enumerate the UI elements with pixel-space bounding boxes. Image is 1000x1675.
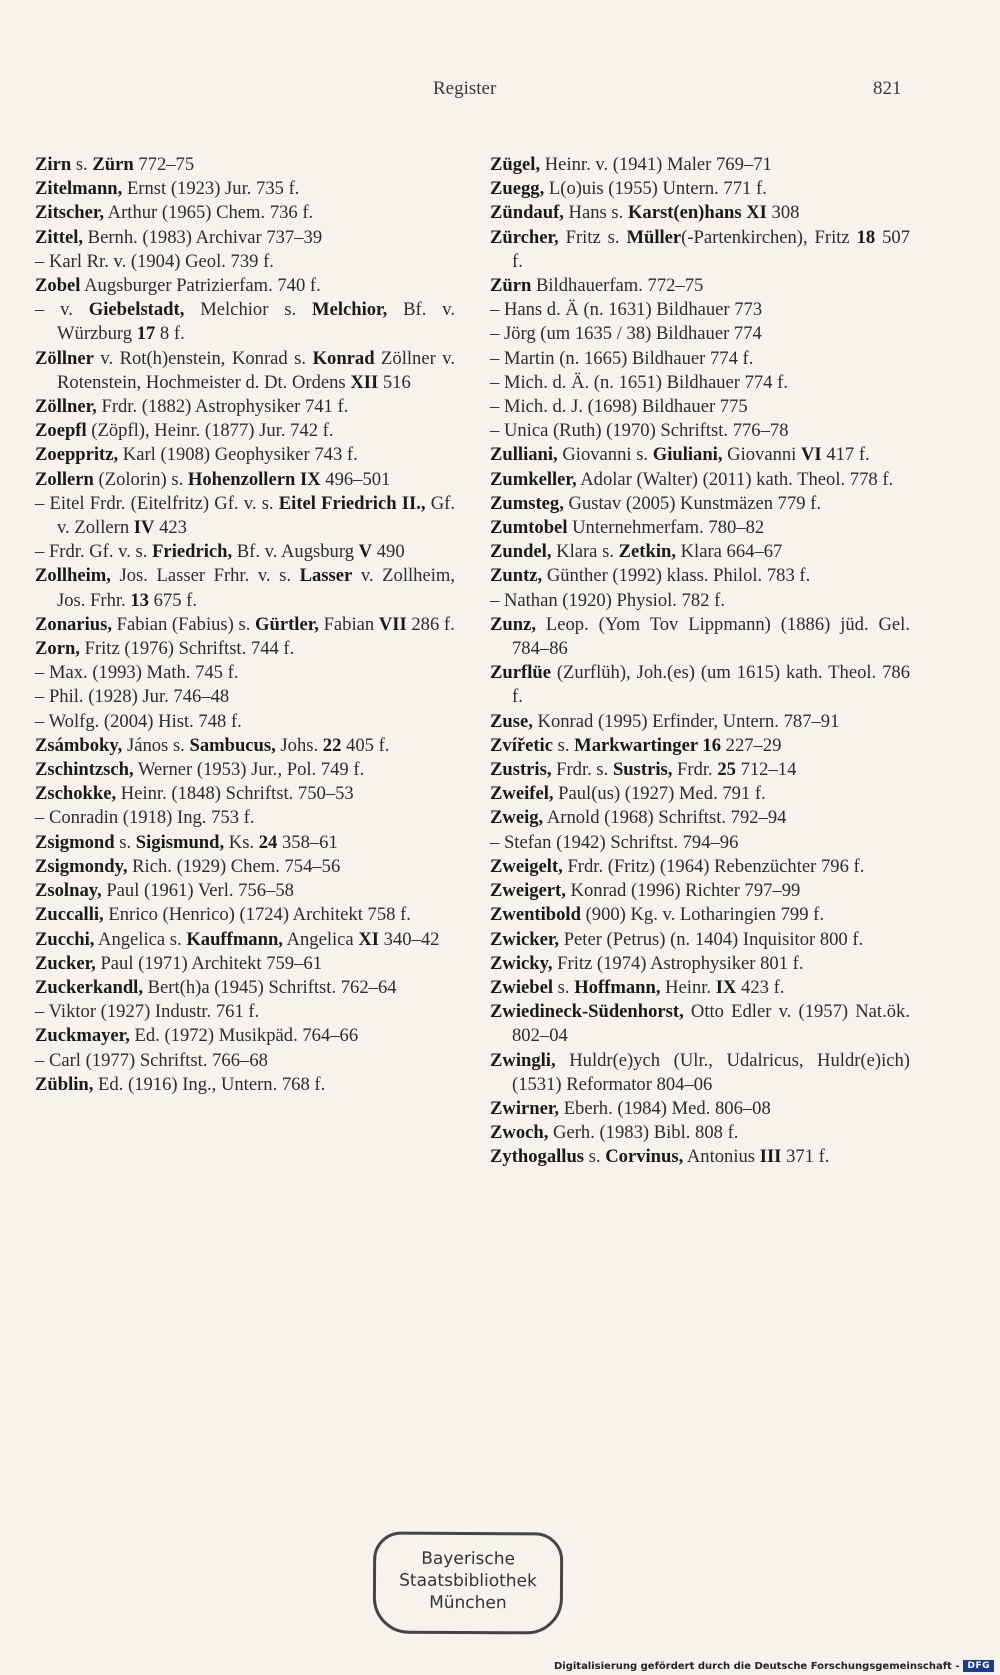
index-entry bbox=[35, 492, 455, 540]
entry-text: 286 f. bbox=[406, 613, 455, 635]
index-entry bbox=[35, 540, 455, 564]
entry-heading: Zythogallus bbox=[490, 1146, 585, 1168]
entry-text: Paul(us) (1927) Med. 791 f. bbox=[553, 783, 766, 805]
entry-text: Konrad (1995) Erfinder, Untern. 787–91 bbox=[532, 710, 840, 732]
entry-heading: XII bbox=[350, 371, 379, 393]
index-column-left bbox=[35, 153, 455, 1097]
entry-text: Hans s. bbox=[563, 202, 628, 224]
library-stamp bbox=[373, 1532, 564, 1635]
entry-heading: 25 bbox=[717, 759, 736, 781]
index-entry bbox=[490, 564, 910, 588]
entry-text: Angelica bbox=[282, 928, 359, 950]
entry-text: – Wolfg. (2004) Hist. 748 f. bbox=[35, 710, 242, 732]
index-entry bbox=[35, 734, 455, 758]
index-entry bbox=[490, 443, 910, 467]
entry-text: Antonius bbox=[683, 1146, 760, 1168]
entry-text: Gf. v. Zollern bbox=[57, 492, 455, 539]
index-entry bbox=[35, 1024, 455, 1048]
entry-text: – Conradin (1918) Ing. 753 f. bbox=[35, 807, 255, 829]
index-entry bbox=[490, 589, 910, 613]
index-entry bbox=[490, 928, 910, 952]
entry-heading: Zundel, bbox=[490, 541, 552, 563]
entry-heading: Zucchi, bbox=[35, 928, 95, 950]
entry-text: Ed. (1972) Musikpäd. 764–66 bbox=[129, 1025, 359, 1047]
entry-heading: IX bbox=[715, 976, 737, 998]
index-entry bbox=[35, 274, 455, 298]
entry-text: Eberh. (1984) Med. 806–08 bbox=[559, 1097, 771, 1119]
entry-heading: Zschokke, bbox=[35, 783, 117, 805]
index-entry bbox=[490, 492, 910, 516]
entry-heading: 17 bbox=[136, 323, 156, 345]
entry-text: (900) Kg. v. Lotharingien 799 f. bbox=[580, 904, 824, 926]
index-entry bbox=[35, 153, 455, 177]
entry-heading: Kauffmann, bbox=[186, 928, 283, 950]
entry-text: Enrico (Henrico) (1724) Architekt 758 f. bbox=[103, 904, 411, 926]
entry-text: – Viktor (1927) Industr. 761 f. bbox=[35, 1001, 260, 1023]
entry-text: Frdr. s. bbox=[551, 759, 613, 781]
index-entry bbox=[490, 516, 910, 540]
entry-heading: Zwicker, bbox=[490, 928, 560, 950]
entry-text: Fabian bbox=[318, 613, 379, 635]
index-entry bbox=[490, 710, 910, 734]
entry-text: Klara 664–67 bbox=[675, 541, 783, 563]
entry-heading: Zwiebel bbox=[490, 976, 554, 998]
entry-text: Angelica s. bbox=[94, 928, 187, 950]
entry-heading: Zumkeller, bbox=[490, 468, 577, 490]
index-entry bbox=[35, 613, 455, 637]
entry-text: s. bbox=[552, 734, 575, 756]
entry-text: Rich. (1929) Chem. 754–56 bbox=[127, 855, 341, 877]
entry-heading: XI bbox=[358, 928, 379, 950]
index-entry bbox=[490, 177, 910, 201]
entry-text: 675 f. bbox=[148, 589, 197, 611]
entry-heading: Zitscher, bbox=[35, 202, 105, 224]
entry-text: Zöllner v. Rotenstein, Hochmeister d. Dt. Ordens bbox=[57, 347, 455, 393]
index-entry bbox=[35, 468, 455, 492]
stamp-line-1: Bayerische bbox=[421, 1548, 516, 1570]
index-column-right bbox=[490, 153, 910, 1170]
entry-text: – Karl Rr. v. (1904) Geol. 739 f. bbox=[35, 250, 274, 272]
entry-text: Bert(h)a (1945) Schriftst. 762–64 bbox=[142, 976, 397, 998]
entry-heading: 18 bbox=[856, 226, 876, 248]
entry-heading: Züblin, bbox=[35, 1073, 94, 1095]
entry-heading: Zuegg, bbox=[490, 178, 545, 200]
entry-heading: Zürn bbox=[490, 275, 532, 297]
index-entry bbox=[490, 371, 910, 395]
index-entry bbox=[35, 443, 455, 467]
entry-text: Werner (1953) Jur., Pol. 749 f. bbox=[133, 759, 365, 781]
entry-heading: Friedrich, bbox=[152, 541, 233, 563]
entry-text: Leop. (Yom Tov Lippmann) (1886) jüd. Gel. 784–86 bbox=[512, 613, 910, 660]
index-entry bbox=[490, 903, 910, 927]
entry-text: 490 bbox=[372, 541, 405, 563]
entry-text: Unternehmerfam. 780–82 bbox=[567, 517, 765, 539]
index-entry bbox=[490, 298, 910, 322]
entry-text: (Zöpfl), Heinr. (1877) Jur. 742 f. bbox=[86, 420, 334, 442]
entry-text: Fabian (Fabius) s. bbox=[111, 613, 256, 635]
entry-heading: Hohenzollern IX bbox=[187, 468, 321, 490]
entry-heading: Zulliani, bbox=[490, 444, 558, 466]
entry-text: Paul (1971) Architekt 759–61 bbox=[95, 952, 322, 974]
entry-text: 8 f. bbox=[155, 323, 185, 345]
entry-heading: III bbox=[759, 1146, 782, 1168]
entry-heading: Zsolnay, bbox=[35, 880, 102, 902]
index-entry bbox=[490, 661, 910, 709]
index-entry bbox=[35, 831, 455, 855]
entry-text: Fritz (1976) Schriftst. 744 f. bbox=[79, 638, 295, 660]
entry-heading: Zucker, bbox=[35, 952, 96, 974]
entry-heading: Zündauf, bbox=[490, 202, 564, 224]
entry-text: – Eitel Frdr. (Eitelfritz) Gf. v. s. bbox=[35, 492, 279, 514]
index-entry bbox=[35, 879, 455, 903]
entry-heading: Gürtler, bbox=[255, 613, 319, 635]
entry-heading: Zwicky, bbox=[490, 952, 553, 974]
index-entry bbox=[35, 928, 455, 952]
index-entry bbox=[490, 153, 910, 177]
index-entry bbox=[35, 419, 455, 443]
entry-text: János s. bbox=[122, 734, 190, 756]
index-entry bbox=[490, 201, 910, 225]
funding-footer bbox=[554, 1658, 994, 1674]
index-entry bbox=[490, 879, 910, 903]
index-entry bbox=[35, 1049, 455, 1073]
entry-text: Ernst (1923) Jur. 735 f. bbox=[122, 178, 300, 200]
entry-heading: Zuse, bbox=[490, 710, 533, 732]
stamp-line-2: Staatsbibliothek bbox=[399, 1570, 537, 1592]
entry-text: – Frdr. Gf. v. s. bbox=[35, 541, 153, 563]
index-entry bbox=[490, 976, 910, 1000]
index-entry bbox=[490, 952, 910, 976]
index-entry bbox=[490, 1049, 910, 1097]
entry-text: Frdr. (1882) Astrophysiker 741 f. bbox=[96, 396, 349, 418]
entry-text: 423 f. bbox=[736, 976, 785, 998]
index-entry bbox=[35, 782, 455, 806]
entry-heading: Zöllner, bbox=[35, 396, 97, 418]
entry-heading: Zitelmann, bbox=[35, 178, 123, 200]
entry-text: 227–29 bbox=[721, 734, 782, 756]
index-entry bbox=[490, 1121, 910, 1145]
entry-heading: Zsigmondy, bbox=[35, 855, 128, 877]
entry-text: – Jörg (um 1635 / 38) Bildhauer 774 bbox=[490, 323, 762, 345]
entry-heading: Zvířetic bbox=[490, 734, 553, 756]
entry-heading: Zsigmond bbox=[35, 831, 115, 853]
entry-text: – Stefan (1942) Schriftst. 794–96 bbox=[490, 831, 739, 853]
entry-heading: Giuliani, bbox=[652, 444, 723, 466]
entry-heading: Zweigert, bbox=[490, 880, 566, 902]
entry-heading: Lasser bbox=[299, 565, 353, 587]
entry-text: Heinr. v. (1941) Maler 769–71 bbox=[540, 154, 772, 175]
page-number: 821 bbox=[873, 78, 902, 99]
index-entry bbox=[490, 347, 910, 371]
entry-text: s. bbox=[584, 1146, 606, 1168]
entry-text: 496–501 bbox=[320, 468, 391, 490]
running-head bbox=[0, 78, 1000, 102]
entry-text: Heinr. (1848) Schriftst. 750–53 bbox=[116, 783, 354, 805]
index-entry bbox=[35, 685, 455, 709]
entry-text: Adolar (Walter) (2011) kath. Theol. 778 f. bbox=[576, 468, 894, 490]
index-entry bbox=[35, 903, 455, 927]
entry-heading: Zustris, bbox=[490, 759, 552, 781]
entry-heading: Sigismund, bbox=[135, 831, 225, 853]
entry-heading: Zwingli, bbox=[490, 1049, 556, 1071]
entry-heading: Zuckmayer, bbox=[35, 1025, 130, 1047]
entry-heading: V bbox=[358, 541, 373, 563]
entry-text: 712–14 bbox=[735, 759, 797, 781]
entry-heading: Zollern bbox=[35, 468, 94, 490]
entry-heading: Zwentibold bbox=[490, 904, 581, 926]
entry-heading: Zuccalli, bbox=[35, 904, 104, 926]
entry-text: L(o)uis (1955) Untern. 771 f. bbox=[544, 178, 767, 200]
index-entry bbox=[35, 1073, 455, 1097]
entry-heading: Markwartinger 16 bbox=[574, 734, 721, 756]
entry-heading: Zunz, bbox=[490, 613, 536, 635]
entry-text: Fritz s. bbox=[558, 226, 627, 248]
entry-heading: Zonarius, bbox=[35, 613, 112, 635]
index-entry bbox=[35, 226, 455, 250]
entry-heading: Müller bbox=[626, 226, 682, 248]
entry-heading: Sustris, bbox=[612, 759, 673, 781]
entry-text: Melchior s. bbox=[184, 299, 313, 321]
entry-text: s. bbox=[553, 976, 575, 998]
entry-text: Konrad (1996) Richter 797–99 bbox=[565, 880, 801, 902]
index-entry bbox=[490, 1097, 910, 1121]
entry-text: Giovanni bbox=[722, 444, 801, 466]
entry-text: – Hans d. Ä (n. 1631) Bildhauer 773 bbox=[490, 299, 763, 321]
entry-text: Augsburger Patrizierfam. 740 f. bbox=[80, 275, 321, 297]
entry-text: Ed. (1916) Ing., Untern. 768 f. bbox=[93, 1073, 326, 1095]
entry-heading: Zürcher, bbox=[490, 226, 559, 248]
entry-text: Arthur (1965) Chem. 736 f. bbox=[104, 202, 314, 224]
index-entry bbox=[490, 758, 910, 782]
entry-text: Bf. v. Augsburg bbox=[232, 541, 359, 563]
entry-text: Fritz (1974) Astrophysiker 801 f. bbox=[552, 952, 804, 974]
entry-text: Frdr. (Fritz) (1964) Rebenzüchter 796 f. bbox=[562, 855, 865, 877]
entry-heading: Giebelstadt, bbox=[88, 299, 185, 321]
index-entry bbox=[35, 298, 455, 346]
entry-heading: Zittel, bbox=[35, 226, 84, 248]
entry-heading: VII bbox=[378, 613, 407, 635]
entry-heading: Zwirner, bbox=[490, 1097, 560, 1119]
entry-heading: 13 bbox=[130, 589, 149, 611]
entry-text: – Mich. d. J. (1698) Bildhauer 775 bbox=[490, 396, 748, 418]
entry-text: Johs. bbox=[275, 734, 323, 756]
index-entry bbox=[490, 1000, 910, 1048]
running-title: Register bbox=[433, 78, 497, 99]
entry-text: (-Partenkirchen), Fritz bbox=[681, 226, 857, 248]
index-entry bbox=[35, 661, 455, 685]
entry-text: 772–75 bbox=[133, 154, 195, 175]
entry-text: Bildhauerfam. 772–75 bbox=[531, 275, 704, 297]
entry-text: Otto Edler v. (1957) Nat.ök. 802–04 bbox=[512, 1001, 910, 1047]
entry-text: Giovanni s. bbox=[557, 444, 653, 466]
entry-text: – Max. (1993) Math. 745 f. bbox=[35, 662, 239, 684]
entry-heading: 24 bbox=[258, 831, 278, 853]
entry-heading: Melchior, bbox=[312, 299, 388, 321]
entry-text: – Martin (n. 1665) Bildhauer 774 f. bbox=[490, 347, 754, 369]
index-entry bbox=[35, 201, 455, 225]
entry-text: Bernh. (1983) Archivar 737–39 bbox=[83, 226, 323, 248]
entry-heading: Zoeppritz, bbox=[35, 444, 119, 466]
entry-heading: Zumtobel bbox=[490, 517, 568, 539]
entry-heading: VI bbox=[801, 444, 822, 466]
entry-heading: Zuntz, bbox=[490, 565, 543, 587]
entry-heading: IV bbox=[133, 517, 155, 539]
index-entry bbox=[35, 806, 455, 830]
entry-heading: Zschintzsch, bbox=[35, 759, 134, 781]
entry-heading: Zwiedineck-Südenhorst, bbox=[490, 1001, 684, 1023]
entry-heading: Eitel Friedrich II., bbox=[278, 492, 426, 514]
entry-heading: Zürn bbox=[92, 154, 134, 175]
entry-text: Huldr(e)ych (Ulr., Udalricus, Huldr(e)ich) (1531) Reformator 804–06 bbox=[512, 1049, 910, 1095]
entry-text: Arnold (1968) Schriftst. 792–94 bbox=[543, 807, 787, 829]
entry-heading: Hoffmann, bbox=[574, 976, 661, 998]
entry-heading: Zöllner bbox=[35, 347, 94, 369]
entry-heading: Zsámboky, bbox=[35, 734, 123, 756]
index-entry bbox=[35, 758, 455, 782]
entry-heading: Zuckerkandl, bbox=[35, 976, 143, 998]
entry-heading: Zumsteg, bbox=[490, 492, 564, 514]
entry-heading: Zügel, bbox=[490, 154, 541, 175]
entry-heading: Zweifel, bbox=[490, 783, 554, 805]
entry-text: – Unica (Ruth) (1970) Schriftst. 776–78 bbox=[490, 420, 789, 442]
entry-text: Gerh. (1983) Bibl. 808 f. bbox=[548, 1122, 739, 1144]
entry-heading: Zweig, bbox=[490, 807, 544, 829]
entry-text: 423 bbox=[154, 517, 187, 539]
index-entry bbox=[490, 419, 910, 443]
entry-text: 417 f. bbox=[821, 444, 870, 466]
index-entry bbox=[490, 806, 910, 830]
entry-heading: Sambucus, bbox=[189, 734, 276, 756]
entry-text: – Phil. (1928) Jur. 746–48 bbox=[35, 686, 230, 708]
entry-heading: Zweigelt, bbox=[490, 855, 563, 877]
index-entry bbox=[35, 855, 455, 879]
entry-text: (Zurflüh), Joh.(es) (um 1615) kath. Theol. 786 f. bbox=[512, 662, 910, 708]
index-entry bbox=[490, 274, 910, 298]
index-entry bbox=[35, 1000, 455, 1024]
entry-heading: Corvinus, bbox=[605, 1146, 684, 1168]
entry-heading: Zirn bbox=[35, 154, 72, 175]
stamp-line-3: München bbox=[429, 1592, 507, 1614]
entry-text: 308 bbox=[766, 202, 800, 224]
index-entry bbox=[35, 250, 455, 274]
entry-heading: Konrad bbox=[312, 347, 375, 369]
entry-text: 358–61 bbox=[277, 831, 338, 853]
entry-text: 405 f. bbox=[341, 734, 390, 756]
entry-text: Jos. Lasser Frhr. v. s. bbox=[110, 565, 300, 587]
entry-text: s. bbox=[71, 154, 93, 175]
index-entry bbox=[490, 468, 910, 492]
entry-text: 507 f. bbox=[512, 226, 910, 272]
index-entry bbox=[490, 540, 910, 564]
entry-text: – Mich. d. Ä. (n. 1651) Bildhauer 774 f. bbox=[490, 371, 788, 393]
index-entry bbox=[490, 734, 910, 758]
index-entry bbox=[490, 782, 910, 806]
index-entry bbox=[490, 322, 910, 346]
index-entry bbox=[490, 226, 910, 274]
entry-heading: Zurflüe bbox=[490, 662, 551, 684]
index-entry bbox=[490, 613, 910, 661]
footer-text: Digitalisierung gefördert durch die Deutsche Forschungsgemeinschaft - bbox=[553, 1660, 960, 1672]
dfg-logo: DFG bbox=[963, 1660, 994, 1672]
entry-text: 371 f. bbox=[781, 1146, 830, 1168]
index-entry bbox=[35, 177, 455, 201]
entry-text: Bf. v. Würzburg bbox=[57, 299, 455, 345]
entry-text: Karl (1908) Geophysiker 743 f. bbox=[118, 444, 358, 466]
entry-heading: Zorn, bbox=[35, 638, 80, 660]
index-entry bbox=[35, 710, 455, 734]
entry-text: – v. bbox=[35, 299, 89, 321]
entry-text: – Nathan (1920) Physiol. 782 f. bbox=[490, 589, 725, 611]
entry-heading: Zollheim, bbox=[35, 565, 111, 587]
index-entry bbox=[490, 855, 910, 879]
entry-heading: Zobel bbox=[35, 275, 81, 297]
entry-text: 516 bbox=[378, 371, 411, 393]
entry-text: Günther (1992) klass. Philol. 783 f. bbox=[542, 565, 811, 587]
index-entry bbox=[35, 952, 455, 976]
index-entry bbox=[490, 395, 910, 419]
entry-heading: Zetkin, bbox=[618, 541, 676, 563]
entry-text: v. Zollheim, Jos. Frhr. bbox=[57, 565, 455, 611]
entry-text: Ks. bbox=[224, 831, 259, 853]
index-entry bbox=[35, 395, 455, 419]
index-entry bbox=[35, 564, 455, 612]
entry-text: – Carl (1977) Schriftst. 766–68 bbox=[35, 1049, 268, 1071]
index-entry bbox=[35, 976, 455, 1000]
entry-heading: Karst(en)hans XI bbox=[627, 202, 767, 224]
entry-text: Paul (1961) Verl. 756–58 bbox=[101, 880, 294, 902]
index-entry bbox=[490, 1145, 910, 1169]
entry-heading: 22 bbox=[322, 734, 342, 756]
entry-text: Peter (Petrus) (n. 1404) Inquisitor 800 f. bbox=[559, 928, 864, 950]
entry-text: Frdr. bbox=[672, 759, 718, 781]
entry-text: Klara s. bbox=[551, 541, 619, 563]
entry-text: Heinr. bbox=[660, 976, 716, 998]
entry-text: (Zolorin) s. bbox=[93, 468, 188, 490]
entry-heading: Zoepfl bbox=[35, 420, 87, 442]
entry-text: Gustav (2005) Kunstmäzen 779 f. bbox=[563, 492, 822, 514]
entry-text: s. bbox=[114, 831, 136, 853]
entry-heading: Zwoch, bbox=[490, 1122, 549, 1144]
index-entry bbox=[490, 831, 910, 855]
index-entry bbox=[35, 637, 455, 661]
entry-text: 340–42 bbox=[379, 928, 440, 950]
index-entry bbox=[35, 347, 455, 395]
entry-text: v. Rot(h)enstein, Konrad s. bbox=[93, 347, 313, 369]
